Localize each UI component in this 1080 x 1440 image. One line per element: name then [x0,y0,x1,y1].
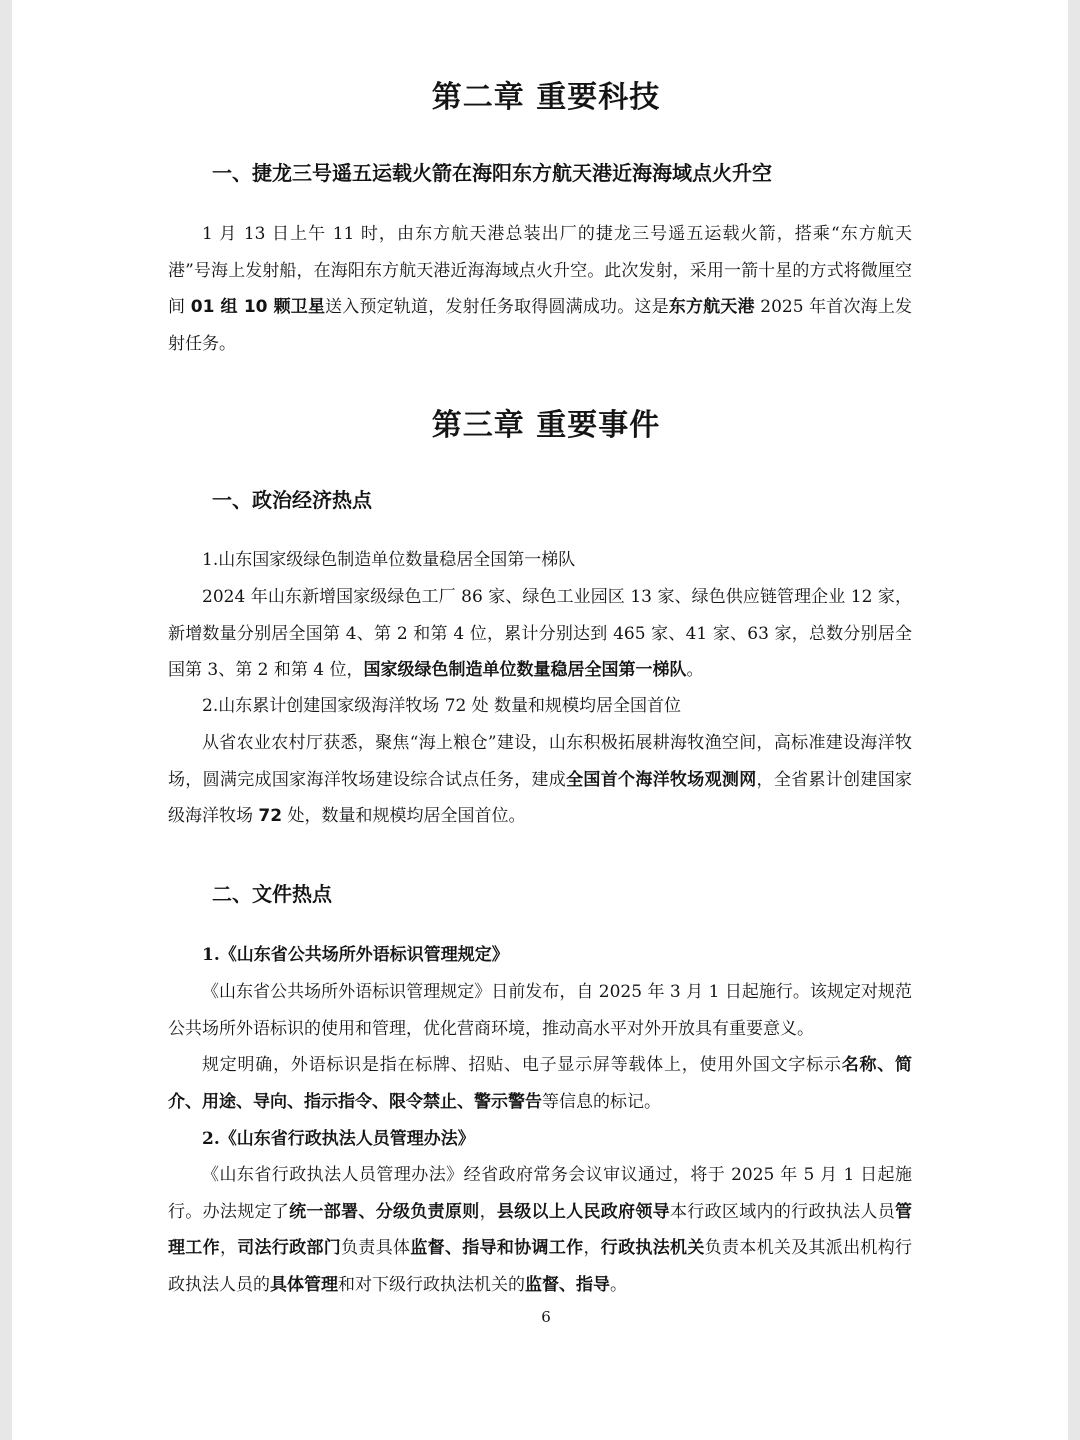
document-page [12,0,1068,1440]
bold-run: 具体管理 [270,1274,338,1295]
bold-run: 东方航天港 [668,297,755,317]
text-run: 。 [686,660,704,680]
chapter-2-section-1-paragraph [168,216,912,362]
bold-run: 行政执法机关 [600,1238,705,1258]
bold-run: 统一部署、分级负责原则 [289,1201,480,1222]
document-2-paragraph [168,1157,912,1303]
page-number: 6 [541,1308,551,1326]
document-2-title: 2.《山东省行政执法人员管理办法》 [202,1129,475,1149]
bold-run: 司法行政部门 [237,1238,342,1258]
chapter-2-title: 第二章 重要科技 [431,80,661,115]
chapter-3-title: 第三章 重要事件 [431,408,661,443]
item-2-title: 2.山东累计创建国家级海洋牧场 72 处 数量和规模均居全国首位 [202,696,682,716]
bold-run: 县级以上人民政府领导 [496,1201,670,1222]
chapter-3-section-2-heading: 二、文件热点 [212,882,332,906]
bold-run: 72 [258,806,283,826]
text-run: 2024 年山东新增国家级绿色工厂 86 家、绿色工业园区 13 家、绿色供应链管理企业 12 家，新增数量分别居全国第 4、第 2 和第 4 位，累计分别达到 465 家、41 家、63 家，总数分别居全国第 3、第 2 和第 4 位， [168,587,912,680]
bold-run: 名称、简介、用途、导向、指示指令、限令禁止、警示警告 [168,1055,913,1112]
item-1-paragraph [168,579,912,689]
bold-run: 全国首个海洋牧场观测网 [566,769,757,790]
text-run: 负责具体 [341,1238,411,1258]
text-run: 等信息的标记。 [542,1091,661,1112]
item-1-title: 1.山东国家级绿色制造单位数量稳居全国第一梯队 [202,550,576,570]
item-2-paragraph [168,725,912,835]
text-run: 《山东省行政执法人员管理办法》经省政府常务会议审议通过，将于 2025 年 5 月 1 日起施行。办法规定了 [168,1165,912,1222]
text-run: ， [583,1238,601,1258]
chapter-3-section-1-heading: 一、政治经济热点 [212,488,372,512]
text-run: 本行政区域内的行政执法人员 [670,1201,896,1222]
document-1-paragraph-1: 《山东省公共场所外语标识管理规定》日前发布，自 2025 年 3 月 1 日起施行。该规定对规范公共场所外语标识的使用和管理，优化营商环境，推动高水平对外开放具有重要意义。 [168,982,912,1039]
text-run: ， [219,1238,238,1258]
text-run: ，全省累计创建国家级海洋牧场 [168,769,913,826]
text-run: 从省农业农村厅获悉，聚焦“海上粮仓”建设，山东积极拓展耕海牧渔空间，高标准建设海洋牧场，圆满完成国家海洋牧场建设综合试点任务，建成 [168,733,912,790]
chapter-2-section-1-heading: 一、捷龙三号遥五运载火箭在海阳东方航天港近海海域点火升空 [212,161,772,185]
bold-run: 监督、指导 [525,1274,610,1295]
text-run: 和对下级行政执法机关的 [338,1274,525,1295]
document-1-paragraph-2 [168,1047,912,1120]
bold-run: 监督、指导和协调工作 [410,1238,584,1258]
bold-run: 国家级绿色制造单位数量稳居全国第一梯队 [363,660,687,680]
text-run: ， [479,1201,497,1222]
bold-run: 管理工作 [168,1201,913,1258]
text-run: 负责本机关及其派出机构行政执法人员的 [168,1238,913,1295]
text-run: 2025 年首次海上发射任务。 [168,297,913,354]
text-run: 1 月 13 日上午 11 时，由东方航天港总装出厂的捷龙三号遥五运载火箭，搭乘“东方航天港”号海上发射船，在海阳东方航天港近海海域点火升空。此次发射，采用一箭十星的方式将微厘空间 [168,224,912,317]
text-run: 规定明确，外语标识是指在标牌、招贴、电子显示屏等载体上，使用外国文字标示 [202,1055,842,1075]
text-run: 处，数量和规模均居全国首位。 [282,806,526,826]
text-run: 送入预定轨道，发射任务取得圆满成功。这是 [325,297,669,317]
bold-run: 01 组 10 颗卫星 [190,297,326,317]
text-run: 。 [610,1274,627,1295]
document-1-title: 1.《山东省公共场所外语标识管理规定》 [202,945,509,965]
